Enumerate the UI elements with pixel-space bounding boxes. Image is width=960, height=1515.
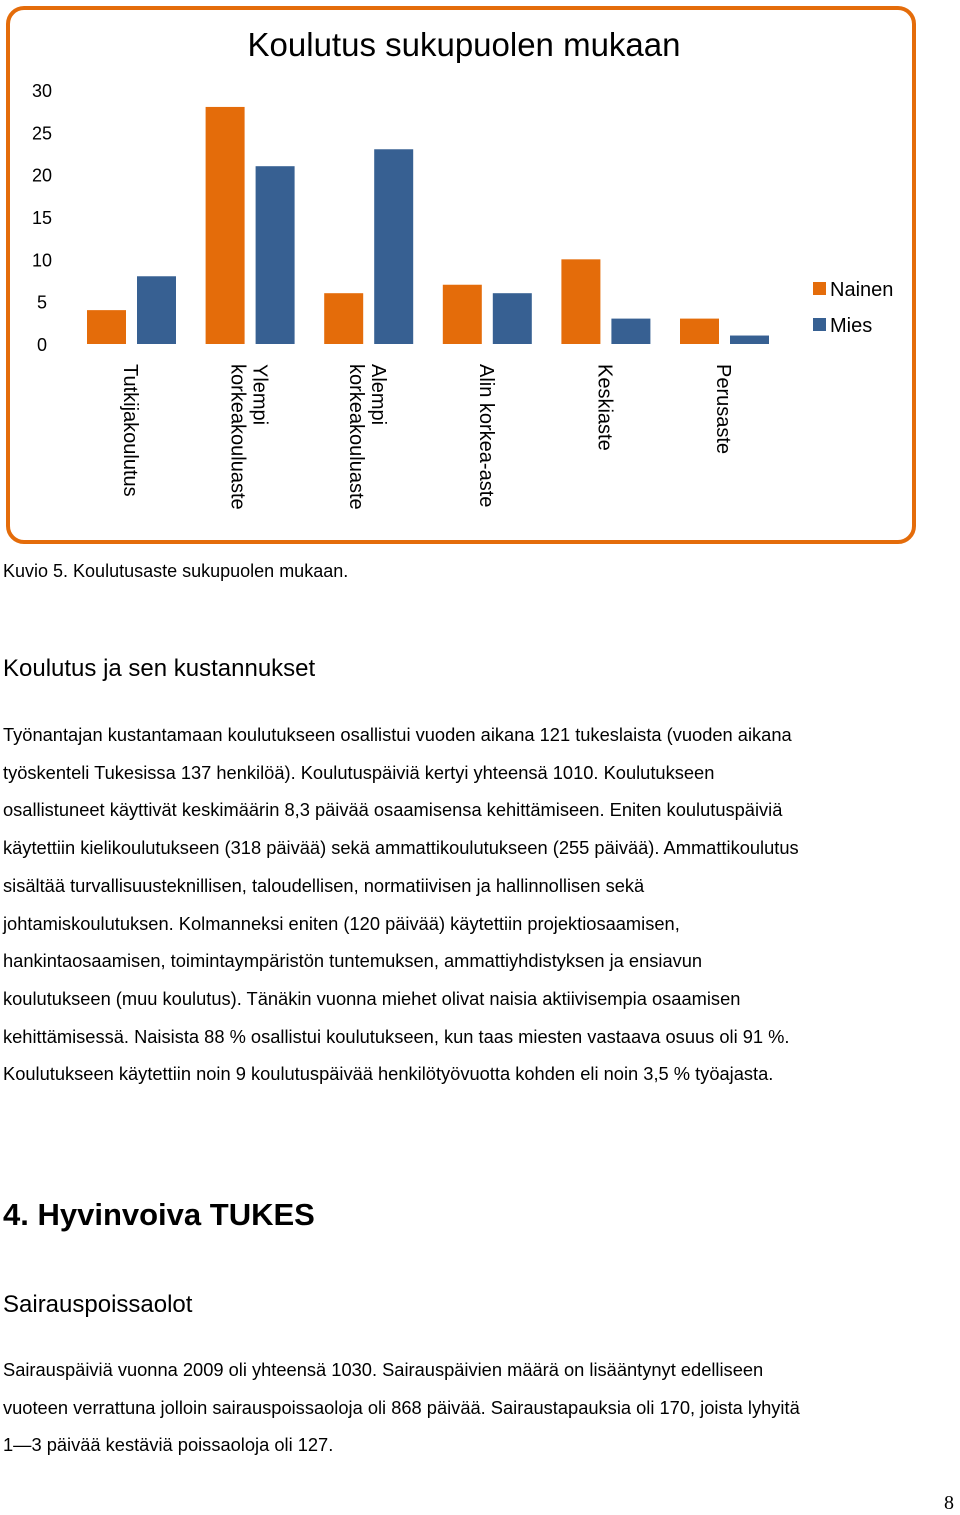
bar-mies-5 xyxy=(730,336,769,344)
text-line: osallistuneet käyttivät keskimäärin 8,3 päivää osaamisensa kehittämiseen. Eniten koulutuspäiviä xyxy=(3,799,783,821)
bar-nainen-4 xyxy=(561,259,600,344)
text-line: kehittämisessä. Naisista 88 % osallistui koulutukseen, kun taas miesten vastaava osuus oli 91 %. xyxy=(3,1025,790,1047)
y-tick-label: 15 xyxy=(31,208,53,228)
legend-swatch-mies xyxy=(813,318,826,331)
text-line: Työnantajan kustantamaan koulutukseen osallistui vuoden aikana 121 tukeslaista (vuoden aikana xyxy=(3,724,792,745)
x-tick-label: Tutkijakoulutus xyxy=(119,364,141,497)
bar-nainen-5 xyxy=(680,319,719,344)
x-tick-label: Perusaste xyxy=(712,364,734,455)
x-tick-label: Alempi xyxy=(367,364,390,426)
text-line: johtamiskoulutuksen. Kolmanneksi eniten (120 päivää) käytettiin projektiosaamisen, xyxy=(3,912,680,934)
x-tick-label: Keskiaste xyxy=(593,364,616,451)
text-line: vuoteen verrattuna jolloin sairauspoissaoloja oli 868 päivää. Sairaustapauksia oli 170, joista lyhyitä xyxy=(3,1396,800,1418)
x-tick-label: Alin korkea-aste xyxy=(474,364,497,508)
text-line: 1—3 päivää kestäviä poissaoloja oli 127. xyxy=(3,1434,334,1456)
bar-nainen-2 xyxy=(324,293,363,344)
y-tick-label: 25 xyxy=(31,123,53,144)
text-line: koulutukseen (muu koulutus). Tänäkin vuonna miehet olivat naisia aktiivisempia osaamisen xyxy=(3,987,741,1009)
y-tick-label: 0 xyxy=(36,335,48,355)
text-line: Sairauspäiviä vuonna 2009 oli yhteensä 1030. Sairauspäivien määrä on lisääntynyt edelliseen xyxy=(3,1359,764,1380)
y-tick-label: 10 xyxy=(31,250,53,271)
text-line: hankintaosaamisen, toimintaympäristön tuntemuksen, ammattiyhdistyksen ja ensiavun xyxy=(3,950,703,972)
text-line: työskenteli Tukesissa 137 henkilöä). Koulutuspäiviä kertyi yhteensä 1010. Koulutukseen xyxy=(3,761,715,783)
section-heading-training: Koulutus ja sen kustannukset xyxy=(3,655,316,682)
y-tick-label: 20 xyxy=(31,165,53,186)
paragraph-sick-leave xyxy=(3,1351,958,1464)
bar-mies-3 xyxy=(493,293,532,344)
chart-title: Koulutus sukupuolen mukaan xyxy=(247,26,681,63)
bar-nainen-0 xyxy=(87,310,126,344)
y-tick-label: 30 xyxy=(31,81,53,101)
text-line: Koulutukseen käytettiin noin 9 koulutuspäivää henkilötyövuotta kohden eli noin 3,5 % työajasta. xyxy=(3,1063,774,1085)
page-number: 8 xyxy=(944,1492,954,1514)
legend-label-nainen: Nainen xyxy=(830,279,894,301)
figure-caption: Kuvio 5. Koulutusaste sukupuolen mukaan. xyxy=(3,561,349,581)
text-line: sisältää turvallisuusteknillisen, taloudellisen, normatiivisen ja hallinnollisen sekä xyxy=(3,874,645,896)
legend-label-mies: Mies xyxy=(830,315,873,337)
text-line: käytettiin kielikoulutukseen (318 päivää) sekä ammattikoulutukseen (255 päivää). Ammattikoulutus xyxy=(3,837,799,859)
bar-chart xyxy=(0,0,960,550)
bar-nainen-1 xyxy=(206,107,245,344)
legend-swatch-nainen xyxy=(813,282,826,295)
x-tick-label: korkeakouluaste xyxy=(345,364,368,510)
bar-mies-1 xyxy=(256,166,295,344)
bar-mies-4 xyxy=(611,319,650,344)
x-tick-label: Ylempi xyxy=(248,364,271,426)
y-tick-label: 5 xyxy=(36,292,48,313)
section-heading-sick-leave: Sairauspoissaolot xyxy=(3,1291,193,1318)
bar-mies-2 xyxy=(374,149,413,344)
section-heading-wellbeing: 4. Hyvinvoiva TUKES xyxy=(3,1197,315,1232)
bar-nainen-3 xyxy=(443,285,482,344)
x-tick-label: korkeakouluaste xyxy=(226,364,249,510)
paragraph-training xyxy=(3,716,958,1093)
bar-mies-0 xyxy=(137,276,176,344)
